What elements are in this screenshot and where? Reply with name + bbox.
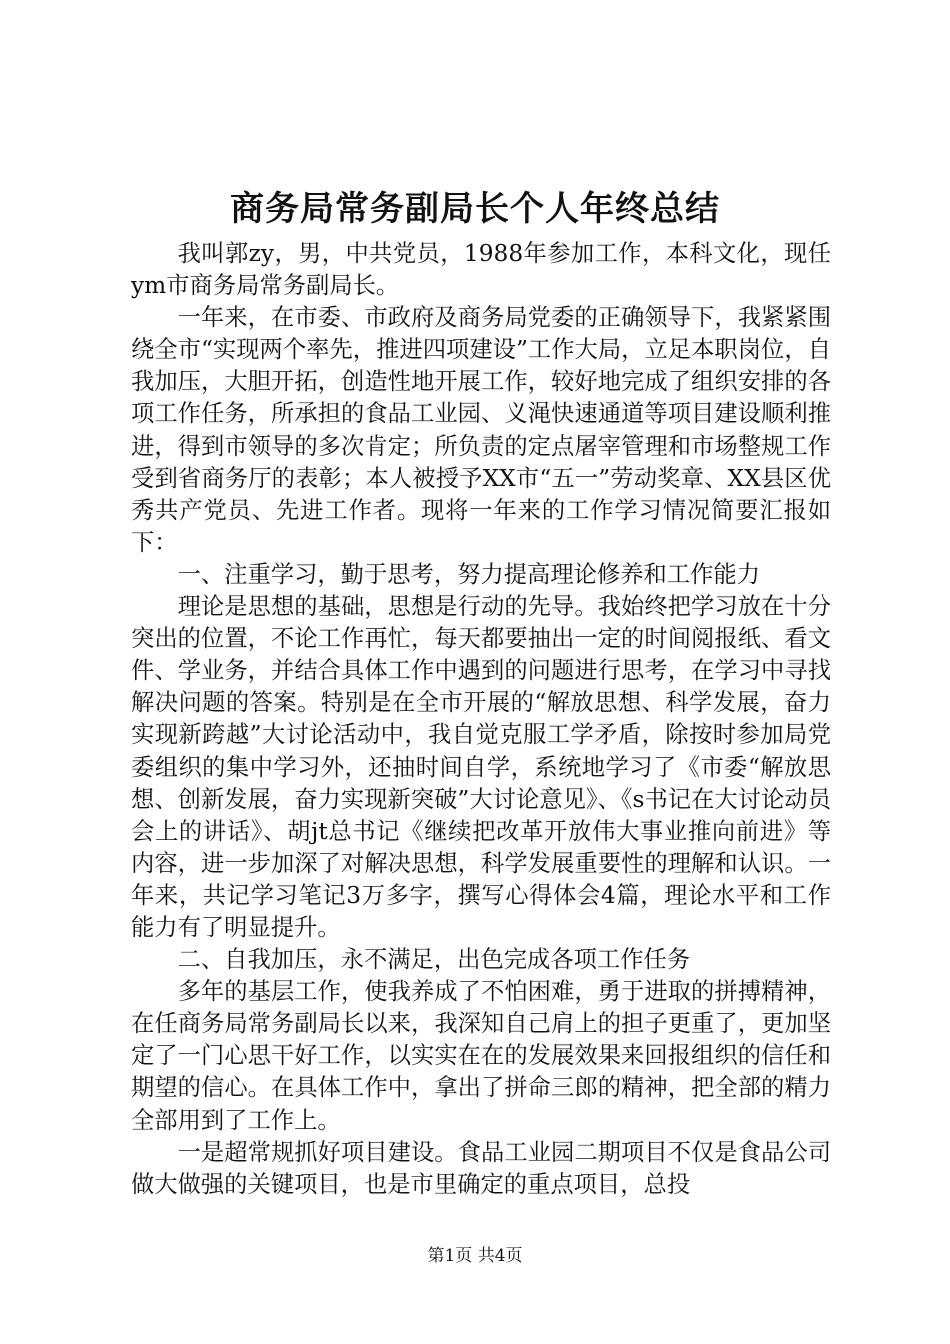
paragraph-study: 理论是思想的基础，思想是行动的先导。我始终把学习放在十分突出的位置，不论工作再忙，每天都要抽出一定的时间阅报纸、看文件、学业务，并结合具体工作中遇到的问题进行思考，在学习中寻找解决问题的答案。特别是在全市开展的“解放思想、科学发展，奋力实现新跨越”大讨论活动中，我自觉克服工学矛盾，除按时参加局党委组织的集中学习外，还抽时间自学，系统地学习了《市委“解放思想、创新发展，奋力实现新突破”大讨论意见》、《s书记在大讨论动员会上的讲话》、胡jt总书记《继续把改革开放伟大事业推向前进》等内容，进一步加深了对解决思想，科学发展重要性的理解和认识。一年来，共记学习笔记3万多字，撰写心得体会4篇，理论水平和工作能力有了明显提升。	[131, 593, 831, 941]
page-number-footer: 第1页 共4页	[427, 1246, 523, 1266]
section-heading-1: 一、注重学习，勤于思考，努力提高理论修养和工作能力	[177, 560, 761, 588]
paragraph-overview: 一年来，在市委、市政府及商务局党委的正确领导下，我紧紧围绕全市“实现两个率先，推进四项建设”工作大局，立足本职岗位，自我加压，大胆开拓，创造性地开展工作，较好地完成了组织安排的各项工作任务，所承担的食品工业园、义渑快速通道等项目建设顺利推进，得到市领导的多次肯定；所负责的定点屠宰管理和市场整规工作受到省商务厅的表彰；本人被授予XX市“五一”劳动奖章、XX县区优秀共产党员、先进工作者。现将一年来的工作学习情况简要汇报如下：	[131, 304, 831, 556]
paragraph-projects: 一是超常规抓好项目建设。食品工业园二期项目不仅是食品公司做大做强的关键项目，也是市里确定的重点项目，总投	[131, 1138, 831, 1198]
paragraph-work: 多年的基层工作，使我养成了不怕困难，勇于进取的拼搏精神，在任商务局常务副局长以来，我深知自己肩上的担子更重了，更加坚定了一门心思干好工作，以实实在在的发展效果来回报组织的信任和期望的信心。在具体工作中，拿出了拼命三郎的精神，把全部的精力全部用到了工作上。	[131, 978, 831, 1134]
paragraph-intro: 我叫郭zy，男，中共党员，1988年参加工作，本科文化，现任ym市商务局常务副局长。	[131, 240, 831, 300]
document-body	[131, 238, 831, 1201]
section-heading-2: 二、自我加压，永不满足，出色完成各项工作任务	[177, 946, 691, 974]
document-title: 商务局常务副局长个人年终总结	[230, 189, 720, 229]
